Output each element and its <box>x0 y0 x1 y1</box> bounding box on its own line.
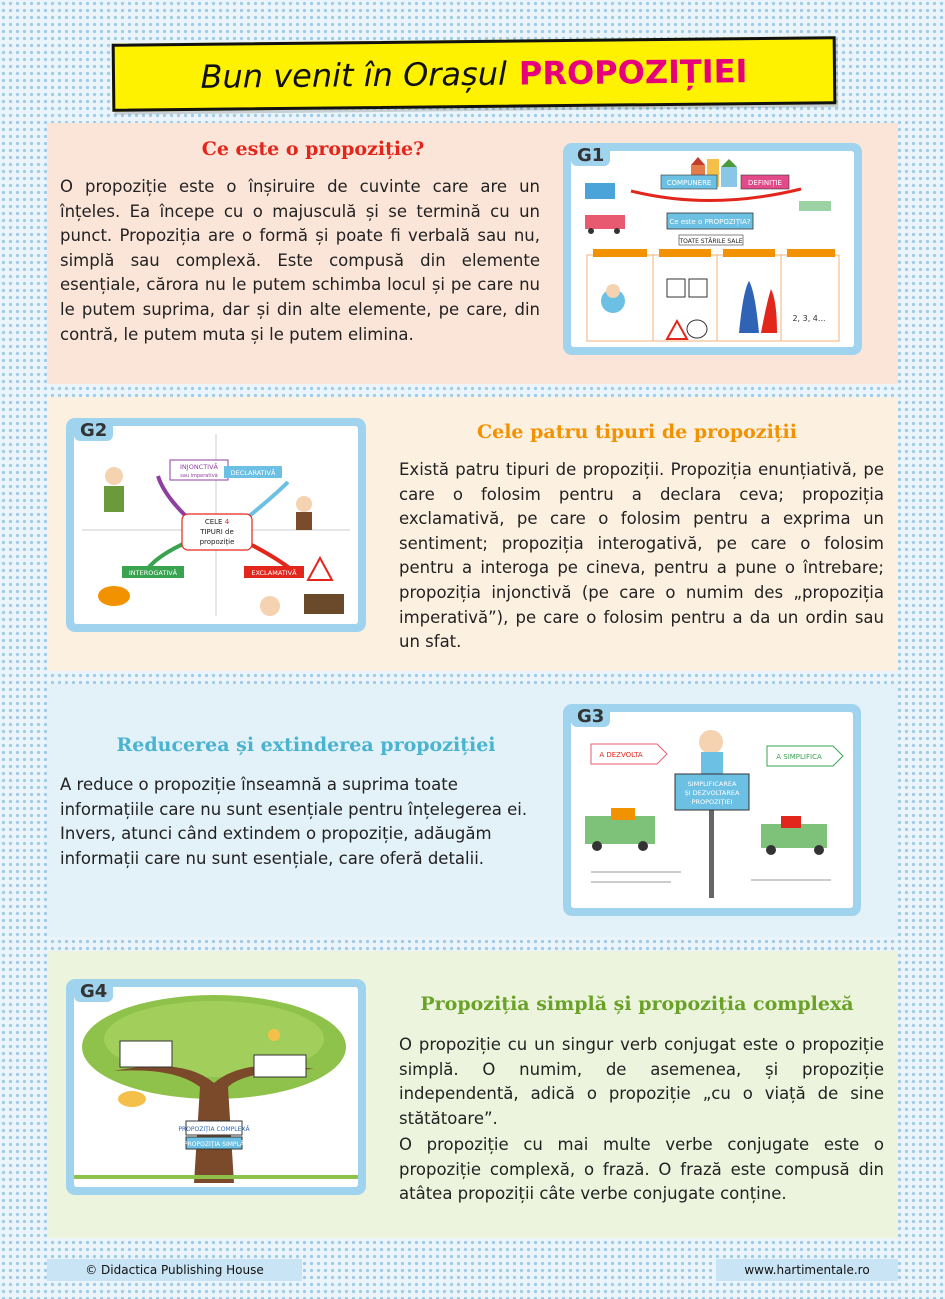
g2-tl2: sau imperativă <box>180 473 218 479</box>
banner-prefix: Bun venit în Orașul <box>200 54 508 96</box>
section-what-is-sentence <box>47 123 898 384</box>
section-title: Ce este o propoziție? <box>201 138 425 160</box>
thumbnail-g3[interactable] <box>563 704 861 916</box>
g2-br: EXCLAMATIVĂ <box>251 569 297 577</box>
footer-publisher: © Didactica Publishing House <box>47 1259 302 1281</box>
footer-website[interactable]: www.hartimentale.ro <box>716 1259 898 1281</box>
mindmap-preview <box>74 987 358 1187</box>
g3-sign-c: PROPOZIȚIEI <box>691 798 733 806</box>
section-four-types <box>47 397 898 671</box>
section-reduce-extend <box>47 684 898 937</box>
g3-right: A SIMPLIFICA <box>776 753 822 761</box>
g1-center: Ce este o PROPOZIȚIA? <box>669 218 751 226</box>
thumb-label: G2 <box>74 420 113 441</box>
g2-tr: DECLARATIVĂ <box>230 469 276 477</box>
section-title: Propoziția simplă și propoziția complexă <box>420 993 854 1015</box>
mindmap-g2-illustration <box>74 426 358 624</box>
thumb-label: G1 <box>571 145 610 166</box>
g3-left: A DEZVOLTA <box>599 751 643 759</box>
mindmap-preview <box>74 426 358 624</box>
banner-highlight: PROPOZIȚIEI <box>518 52 748 93</box>
g4-box-b: PROPOZIȚIA SIMPLĂ <box>184 1141 244 1148</box>
mindmap-preview <box>571 151 854 347</box>
section-text: Există patru tipuri de propoziții. Propoziția enunțiativă, pe care o folosim pentru a declara ceva; propoziția exclamativă, pe care o folosim pentru a exprima un sentiment; propoziția interogativă, pe care o folosim pentru a interoga pe cineva, pentru a pune o întrebare; propoziția injonctivă (pe care o numim des „propoziția imperativă”), pe care o folosim pentru a da un ordin sau un sfat. <box>399 460 884 652</box>
page-banner <box>112 36 837 112</box>
thumbnail-g4[interactable] <box>66 979 366 1195</box>
thumbnail-g2[interactable] <box>66 418 366 632</box>
g3-sign-b: ȘI DEZVOLTAREA <box>684 789 740 797</box>
svg-text:2, 3, 4...: 2, 3, 4... <box>792 314 826 323</box>
mindmap-preview <box>571 712 853 908</box>
mindmap-g3-illustration <box>571 712 853 908</box>
section-text: O propoziție este o înșiruire de cuvinte care are un înțeles. Ea începe cu o majusculă și se termină cu un punct. Propoziția are o formă și poate fi verbală sau nu, simplă sau complexă. Este compusă din elemente esențiale, cărora nu le putem schimba locul și pe care nu le putem suprima, dar și din alte elemente, pe care, din contră, le putem muta și le putem elimina. <box>60 177 540 344</box>
g2-bl: INTEROGATIVĂ <box>128 569 178 577</box>
section-text-complex: O propoziție cu mai multe verbe conjugate este o propoziție complexă, o frază. O frază este compusă din atâtea propoziții câte verbe conjugate conține. <box>399 1135 884 1204</box>
section-title: Cele patru tipuri de propoziții <box>476 421 797 443</box>
g2-tl: INJONCTIVĂ <box>180 463 218 471</box>
mindmap-g1-illustration <box>571 151 854 347</box>
g1-left-tag: COMPUNERE <box>666 179 712 187</box>
g3-sign-a: SIMPLIFICAREA <box>687 780 737 788</box>
section-simple-complex <box>47 951 898 1238</box>
section-title: Reducerea și extinderea propoziției <box>116 734 496 756</box>
thumb-label: G4 <box>74 981 113 1002</box>
section-text: A reduce o propoziție înseamnă a suprima toate informațiile care nu sunt esențiale pentru înțelegerea ei. Invers, atunci când extindem o propoziție, adăugăm informații care nu sunt esențiale, care oferă detalii. <box>60 775 528 868</box>
svg-text:CELE 4 <box>205 518 230 526</box>
g2-center-num: 4 <box>224 518 230 526</box>
thumbnail-g1[interactable] <box>563 143 862 355</box>
g4-box-a: PROPOZIȚIA COMPLEXĂ <box>178 1126 250 1133</box>
thumb-label: G3 <box>571 706 610 727</box>
g2-center-b: TIPURI de <box>200 528 234 536</box>
g2-center-c: propoziție <box>199 538 235 546</box>
g2-center-a: CELE <box>204 518 223 526</box>
g1-right-tag: DEFINIȚIE <box>748 179 782 187</box>
section-text-simple: O propoziție cu un singur verb conjugat este o propoziție simplă. O numim, de asemenea, și propoziție independentă, adică o propoziție „cu o viață de sine stătătoare”. <box>399 1035 884 1128</box>
mindmap-g4-illustration <box>74 987 358 1187</box>
g1-bar: TOATE STĂRILE SALE <box>679 238 743 245</box>
